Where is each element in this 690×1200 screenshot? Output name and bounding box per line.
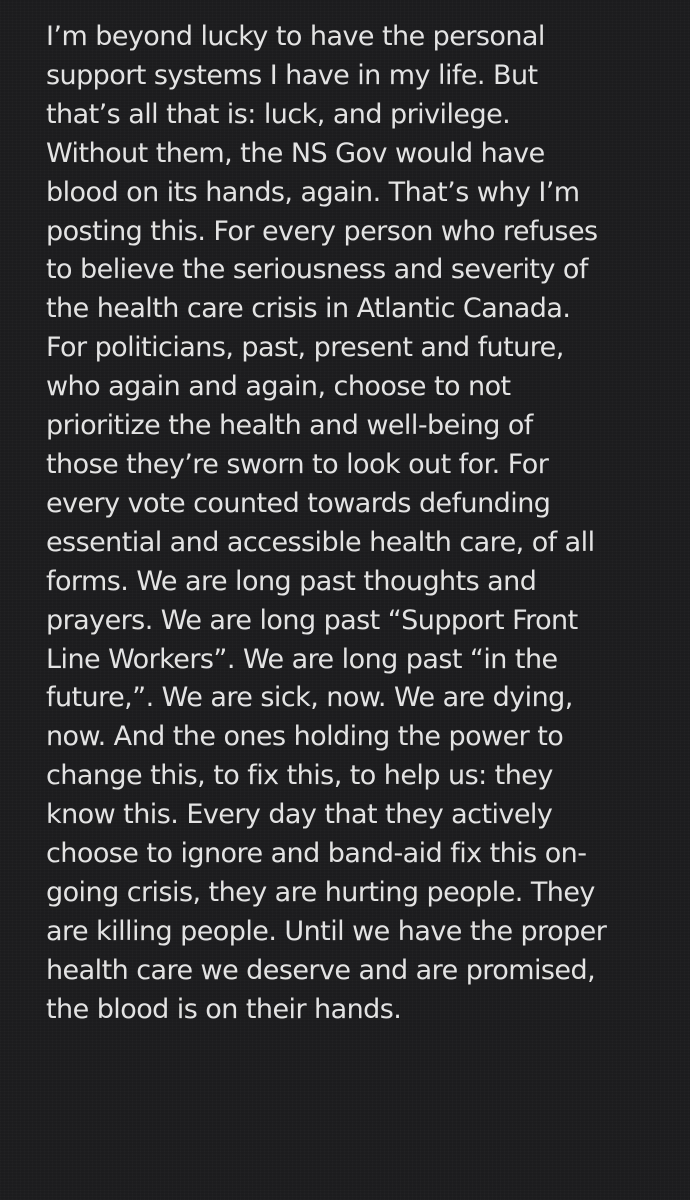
note-line: support systems I have in my life. But (46, 59, 538, 91)
note-line: choose to ignore and band-aid fix this on- (46, 838, 587, 870)
note-line: blood on its hands, again. That’s why I’m (46, 176, 580, 208)
note-line: every vote counted towards defunding (46, 487, 551, 519)
note-line: prayers. We are long past “Support Front (46, 604, 578, 636)
note-line: posting this. For every person who refuses (46, 215, 598, 247)
note-line: prioritize the health and well-being of (46, 410, 533, 442)
note-line: For politicians, past, present and future, (46, 332, 564, 364)
note-body[interactable] (46, 18, 656, 1030)
note-line: health care we deserve and are promised, (46, 954, 596, 986)
note-line: Without them, the NS Gov would have (46, 137, 545, 169)
note-line: going crisis, they are hurting people. They (46, 876, 595, 908)
note-line: now. And the ones holding the power to (46, 721, 564, 753)
note-line: the health care crisis in Atlantic Canada. (46, 293, 571, 325)
note-line: essential and accessible health care, of all (46, 526, 595, 558)
note-line: I’m beyond lucky to have the personal (46, 21, 545, 52)
note-line: know this. Every day that they actively (46, 799, 553, 831)
note-line: to believe the seriousness and severity of (46, 254, 588, 286)
note-line: change this, to fix this, to help us: they (46, 760, 553, 792)
note-line: those they’re sworn to look out for. For (46, 448, 549, 480)
note-line: that’s all that is: luck, and privilege. (46, 98, 511, 130)
note-line: forms. We are long past thoughts and (46, 565, 537, 597)
note-line: are killing people. Until we have the proper (46, 915, 607, 947)
note-line: the blood is on their hands. (46, 993, 402, 1025)
note-line: future,”. We are sick, now. We are dying, (46, 682, 573, 714)
note-line: who again and again, choose to not (46, 371, 511, 403)
note-line: Line Workers”. We are long past “in the (46, 643, 558, 675)
